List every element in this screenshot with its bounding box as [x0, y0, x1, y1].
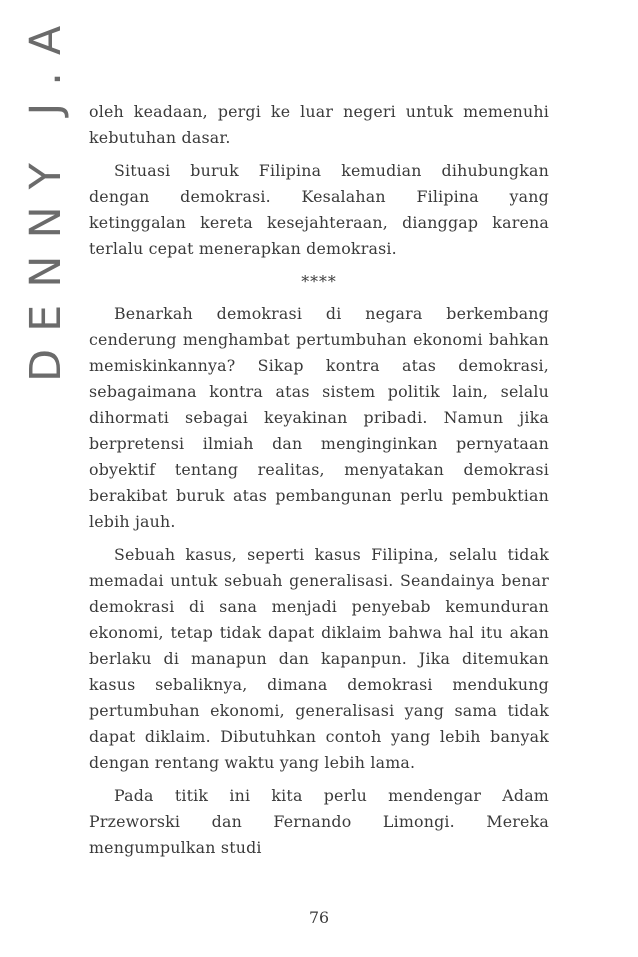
- paragraph: Benarkah demokrasi di negara berkembang cenderung menghambat pertumbuhan ekonomi bahkan memiskinkannya? Sikap kontra atas demokrasi, sebagaimana kontra atas sistem politik lain, selalu dihormati sebagai keyakinan pribadi. Namun jika berpretensi ilmiah dan menginginkan pernyataan obyektif tentang realitas, menyatakan demokrasi berakibat buruk atas pembangunan perlu pembuktian lebih jauh.: [89, 304, 549, 531]
- paragraph: Situasi buruk Filipina kemudian dihubungkan dengan demokrasi. Kesalahan Filipina yang ketinggalan kereta kesejahteraan, dianggap karena terlalu cepat menerapkan demokrasi.: [89, 161, 549, 258]
- page-body: [89, 99, 549, 868]
- page-number: 76: [308, 908, 330, 927]
- paragraph-continued: oleh keadaan, pergi ke luar negeri untuk memenuhi kebutuhan dasar.: [89, 102, 549, 147]
- paragraph: Sebuah kasus, seperti kasus Filipina, selalu tidak memadai untuk sebuah generalisasi. Seandainya benar demokrasi di sana menjadi penyebab kemunduran ekonomi, tetap tidak dapat diklaim bahwa hal itu akan berlaku di manapun dan kapanpun. Jika ditemukan kasus sebaliknya, dimana demokrasi mendukung pertumbuhan ekonomi, generalisasi yang sama tidak dapat diklaim. Dibutuhkan contoh yang lebih banyak dengan rentang waktu yang lebih lama.: [89, 545, 549, 772]
- section-separator: ****: [301, 272, 337, 291]
- paragraph: Pada titik ini kita perlu mendengar Adam Przeworski dan Fernando Limongi. Mereka mengumpulkan studi: [89, 786, 549, 857]
- side-author-name: DENNY J.A: [21, 8, 71, 382]
